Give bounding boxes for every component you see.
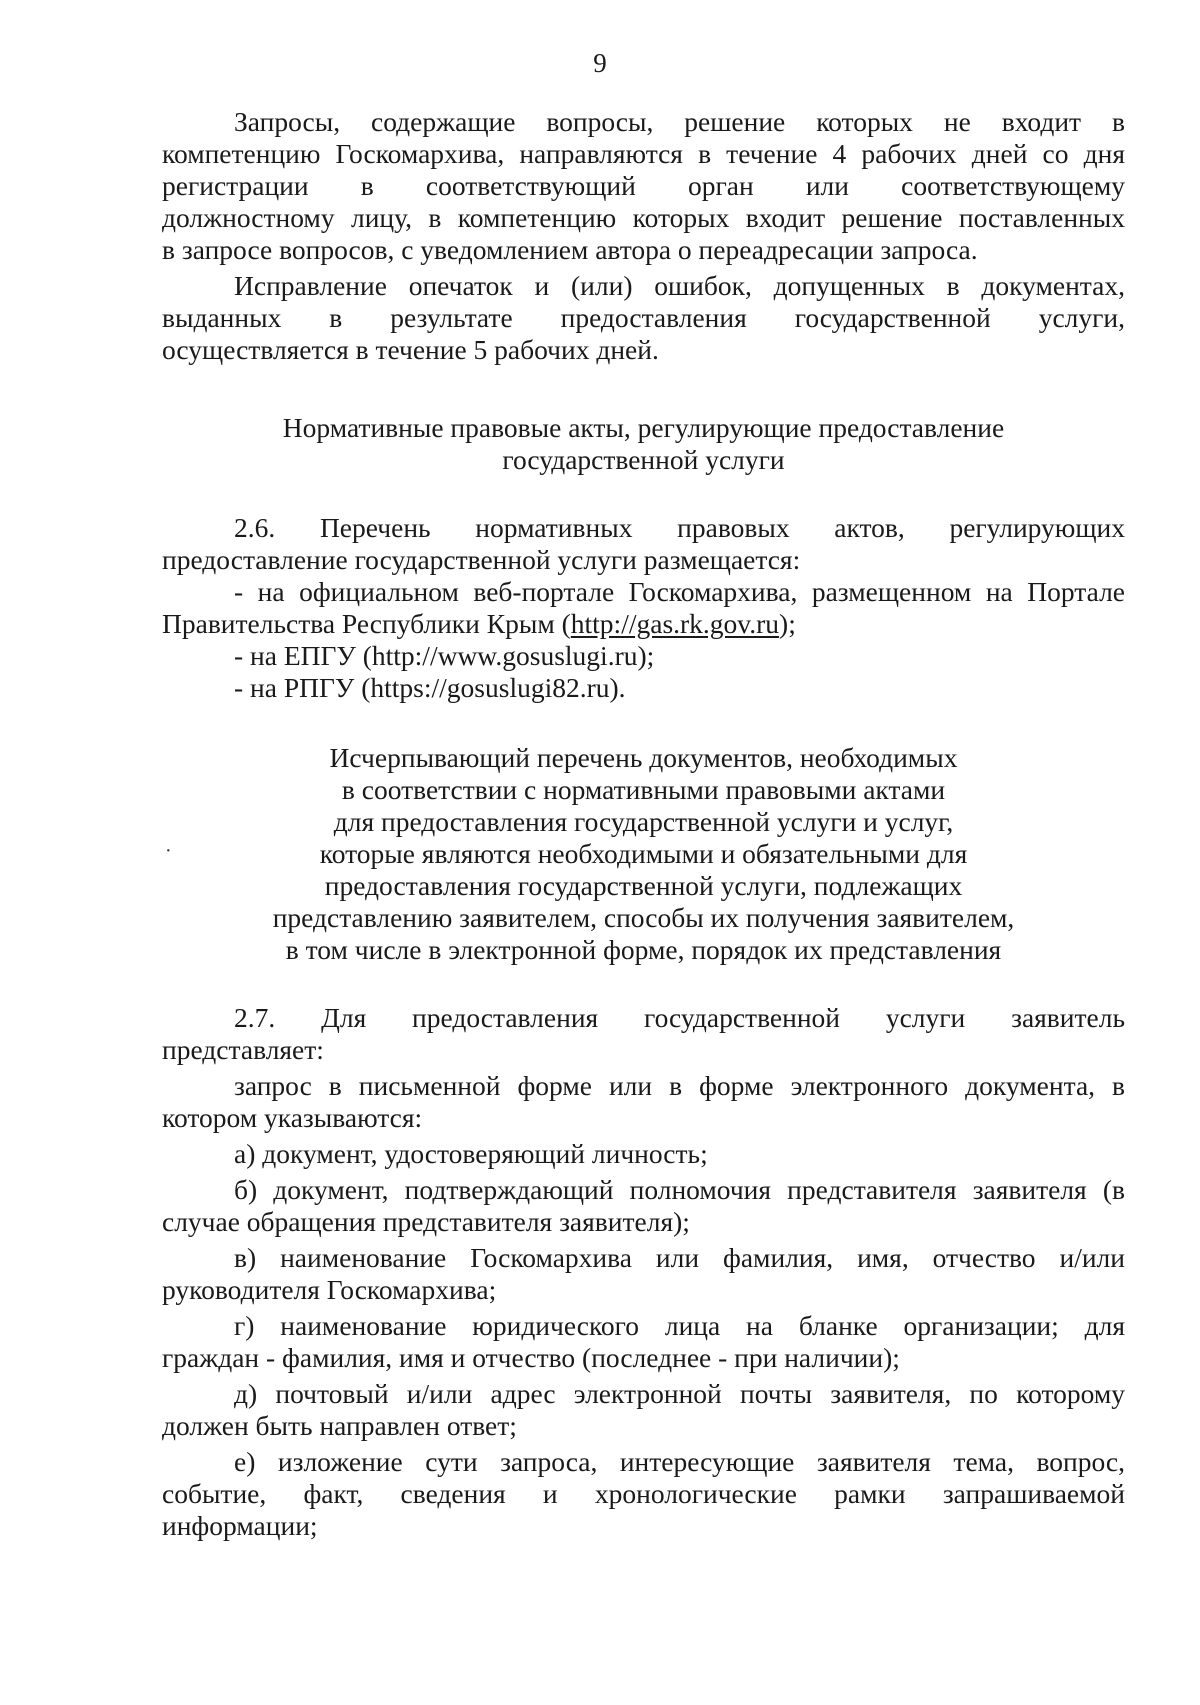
section-heading: предоставления государственной услуги, подлежащих [324,870,963,901]
text-line: в) наименование Госкомархива или фамилия, имя, отчество и/или [234,1242,1125,1273]
text-line: выданных в результате предоставления государственной услуги, [162,302,1125,333]
text-line: запрос в письменной форме или в форме электронного документа, в [234,1070,1125,1101]
text-line: е) изложение сути запроса, интересующие заявителя тема, вопрос, [234,1446,1125,1477]
text-line: д) почтовый и/или адрес электронной почты заявителя, по которому [234,1378,1125,1409]
text-line: 2.6. Перечень нормативных правовых актов, регулирующих [234,512,1125,543]
text-line: руководителя Госкомархива; [162,1274,497,1305]
text-line: - на официальном веб-портале Госкомархива, размещенном на Портале [234,576,1125,607]
text-line: событие, факт, сведения и хронологические рамки запрашиваемой [162,1478,1125,1509]
text-fragment: ); [779,608,796,639]
scan-mark: · [165,840,172,862]
section-heading: в соответствии с нормативными правовыми актами [341,774,946,805]
text-line: должен быть направлен ответ; [162,1410,517,1441]
section-heading: Нормативные правовые акты, регулирующие предоставление [282,412,1005,443]
text-line: Исправление опечаток и (или) ошибок, допущенных в документах, [234,270,1125,301]
section-heading: представлению заявителем, способы их получения заявителем, [272,902,1015,933]
portal-link[interactable]: http://gas.rk.gov.ru [570,608,780,639]
text-line: в запросе вопросов, с уведомлением автора о переадресации запроса. [162,234,978,265]
text-fragment: Правительства Республики Крым ( [162,608,571,639]
text-line: регистрации в соответствующий орган или соответствующему [162,170,1125,201]
text-line: информации; [162,1510,318,1541]
section-heading: которые являются необходимыми и обязательными для [319,838,968,869]
text-line: г) наименование юридического лица на бланке организации; для [234,1310,1125,1341]
text-line: - на РПГУ (https://gosuslugi82.ru). [234,672,626,703]
text-line: предоставление государственной услуги размещается: [162,544,801,575]
text-line: котором указываются: [162,1102,423,1133]
text-line: а) документ, удостоверяющий личность; [234,1138,708,1169]
text-line: должностному лицу, в компетенцию которых входит решение поставленных [162,202,1125,233]
text-line: б) документ, подтверждающий полномочия представителя заявителя (в [234,1174,1125,1205]
section-heading: государственной услуги [502,444,785,475]
text-line: граждан - фамилия, имя и отчество (последнее - при наличии); [162,1342,900,1373]
text-line: представляет: [162,1034,324,1065]
text-line: случае обращения представителя заявителя); [162,1206,690,1237]
section-heading: для предоставления государственной услуги и услуг, [333,806,954,837]
text-line: - на ЕПГУ (http://www.gosuslugi.ru); [234,640,655,671]
text-line: Запросы, содержащие вопросы, решение которых не входит в [234,106,1125,137]
text-line: осуществляется в течение 5 рабочих дней. [162,334,659,365]
text-line [162,608,1125,640]
page-number: 9 [593,48,607,78]
text-line: компетенцию Госкомархива, направляются в течение 4 рабочих дней со дня [162,138,1125,169]
section-heading: в том числе в электронной форме, порядок их представления [285,934,1002,965]
text-line: 2.7. Для предоставления государственной услуги заявитель [234,1002,1125,1033]
section-heading: Исчерпывающий перечень документов, необходимых [329,742,958,773]
